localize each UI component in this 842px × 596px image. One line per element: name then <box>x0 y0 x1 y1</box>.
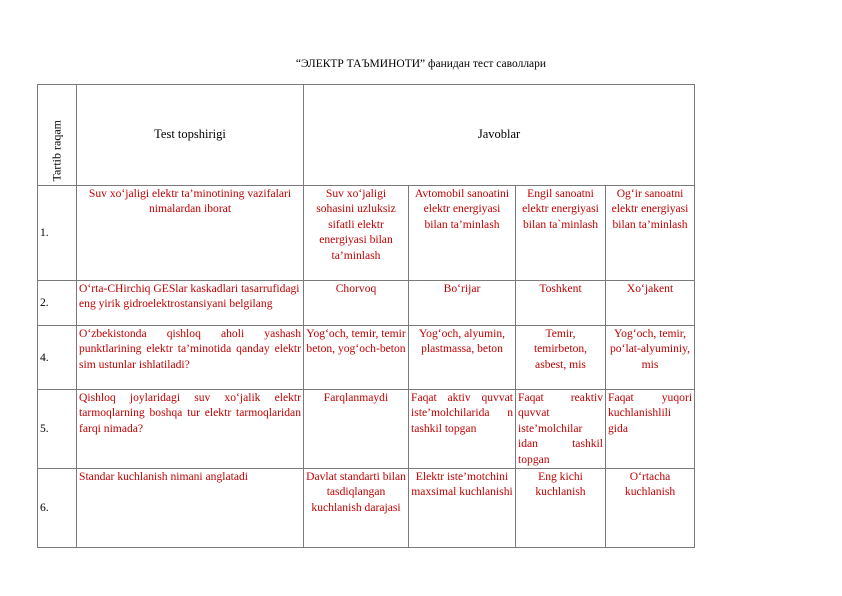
table-row <box>38 326 695 390</box>
answer-cell: O‘rtacha kuchlanish <box>606 469 695 548</box>
answer-cell: Chorvoq <box>304 281 409 326</box>
page-title: “ЭЛЕКТР ТАЪМИНОТИ” фанидан тест саволлари <box>295 58 547 70</box>
answer-cell: Engil sanoatni elektr energiyasi bilan ta`minlash <box>516 186 606 281</box>
answer-cell: Toshkent <box>516 281 606 326</box>
answer-cell: Farqlanmaydi <box>304 390 409 469</box>
answer-cell: Faqat aktiv quvvat iste’molchilarida n tashkil topgan <box>409 390 516 469</box>
question-cell: O‘zbekistonda qishloq aholi yashash punktlarining elektr ta’minotida qanday elektr sim ustunlar ishlatiladi? <box>77 326 304 390</box>
answer-cell: Faqat yuqori kuchlanishlili gida <box>606 390 695 469</box>
answer-cell: Temir, temirbeton, asbest, mis <box>516 326 606 390</box>
question-cell: Suv xo‘jaligi elektr ta’minotining vazifalari nimalardan iborat <box>77 186 304 281</box>
column-header-answers: Javoblar <box>304 85 695 186</box>
table-row <box>38 469 695 548</box>
table-row <box>38 390 695 469</box>
table-row <box>38 186 695 281</box>
column-header-task: Test topshirigi <box>77 85 304 186</box>
table-header-row <box>38 85 695 186</box>
answer-cell: Og‘ir sanoatni elektr energiyasi bilan ta’minlash <box>606 186 695 281</box>
row-number: 4. <box>38 326 77 390</box>
answer-cell: Eng kichi kuchlanish <box>516 469 606 548</box>
table-row <box>38 281 695 326</box>
test-questions-table <box>37 84 695 548</box>
answer-cell: Bo‘rijar <box>409 281 516 326</box>
row-number: 1. <box>38 186 77 281</box>
question-cell: Standar kuchlanish nimani anglatadi <box>77 469 304 548</box>
answer-cell: Avtomobil sanoatini elektr energiyasi bilan ta’minlash <box>409 186 516 281</box>
question-cell: Qishloq joylaridagi suv xo‘jalik elektr tarmoqlarning boshqa tur elektr tarmoqlaridan farqi nimada? <box>77 390 304 469</box>
answer-cell: Suv xo‘jaligi sohasini uzluksiz sifatli elektr energiyasi bilan ta’minlash <box>304 186 409 281</box>
answer-cell: Yog‘och, alyumin, plastmassa, beton <box>409 326 516 390</box>
column-header-number <box>38 85 77 186</box>
answer-cell: Xo‘jakent <box>606 281 695 326</box>
answer-cell: Faqat reaktiv quvvat iste’molchilar idan tashkil topgan <box>516 390 606 469</box>
answer-cell: Davlat standarti bilan tasdiqlangan kuchlanish darajasi <box>304 469 409 548</box>
row-number: 6. <box>38 469 77 548</box>
answer-cell: Elektr iste’motchini maxsimal kuchlanishi <box>409 469 516 548</box>
answer-cell: Yog‘och, temir, temir beton, yog‘och-beton <box>304 326 409 390</box>
question-cell: O‘rta-CHirchiq GESlar kaskadlari tasarrufidagi eng yirik gidroelektrostansiyani belgilang <box>77 281 304 326</box>
row-number: 5. <box>38 390 77 469</box>
row-number: 2. <box>38 281 77 326</box>
answer-cell: Yog‘och, temir, po‘lat-alyuminiy, mis <box>606 326 695 390</box>
column-header-number-label: Tartib raqam <box>49 119 64 181</box>
